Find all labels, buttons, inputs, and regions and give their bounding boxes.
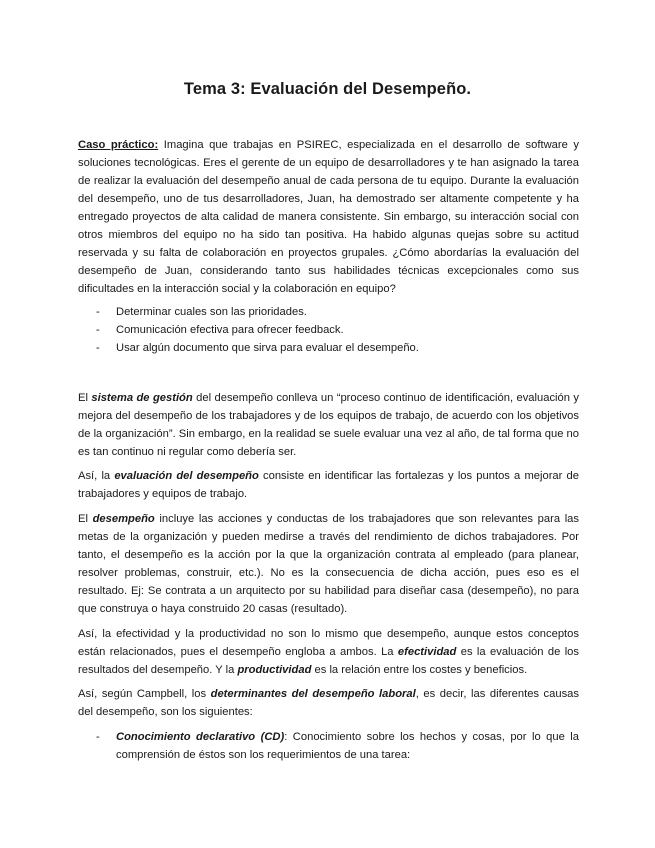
emphasis-term: sistema de gestión — [91, 392, 193, 404]
list-item-text: Usar algún documento que sirva para evaluar el desempeño. — [116, 342, 419, 354]
text-run: Así, la efectividad y la productividad no son lo mismo que desempeño, aunque estos conceptos están relacionados, pues el desempeño engloba a ambos. La — [78, 628, 579, 658]
emphasis-term: Conocimiento declarativo (CD) — [116, 731, 285, 743]
case-study-paragraph — [78, 136, 579, 298]
text-run: El — [78, 513, 93, 525]
case-study-label: Caso práctico: — [78, 139, 159, 151]
list-item — [78, 728, 579, 764]
paragraph-evaluacion — [78, 467, 579, 503]
text-run: del desempeño conlleva un “proceso continuo de identificación, evaluación y mejora del desempeño de los trabajadores y de los equipos de trabajo, de acuerdo con los objetivos de la organización”. Sin embargo, en la realidad se suele evaluar una vez al año, de tal forma que no es tan continuo ni regular como debería ser. — [78, 392, 579, 458]
paragraph-sistema-gestion — [78, 389, 579, 461]
dash-bullet: - — [96, 342, 100, 354]
priorities-list — [78, 303, 579, 357]
list-item-text: : Conocimiento sobre los hechos y cosas, por lo que la comprensión de éstos son los requerimientos de una tarea: — [116, 731, 579, 761]
paragraph-efectividad — [78, 625, 579, 679]
text-run: Así, según Campbell, los — [78, 688, 211, 700]
dash-bullet: - — [96, 324, 100, 336]
dash-bullet: - — [96, 306, 100, 318]
paragraph-campbell — [78, 685, 579, 721]
emphasis-term: desempeño — [92, 513, 155, 525]
list-item-text: Comunicación efectiva para ofrecer feedback. — [116, 324, 344, 336]
emphasis-term: efectividad — [397, 646, 457, 658]
text-run: , es decir, las diferentes causas del desempeño, son los siguientes: — [78, 688, 579, 718]
text-run: incluye las acciones y conductas de los trabajadores que son relevantes para las metas de la organización y pueden medirse a través del rendimiento de dichos trabajadores. Por tanto, el desempeño es la acción por la que la organización contrata al empleado (para planear, resolver problemas, construir, etc.). No es la consecuencia de dicha acción, pues eso es el resultado. Ej: Se contrata a un arquitecto por su habilidad para diseñar casa (desempeño), no para que construya o haya construido 20 casas (resultado). — [78, 513, 579, 615]
text-run: El — [78, 392, 92, 404]
text-run: Así, la — [78, 470, 115, 482]
determinants-list — [78, 728, 579, 764]
text-run: es la relación entre los costes y beneficios. — [311, 664, 528, 676]
case-study-text: Imagina que trabajas en PSIREC, especializada en el desarrollo de software y soluciones tecnológicas. Eres el gerente de un equipo de desarrolladores y te han asignado la tarea de realizar la evaluación del desempeño anual de cada persona de tu equipo. Durante la evaluación del desempeño, uno de tus desarrolladores, Juan, ha demostrado ser altamente competente y ha entregado proyectos de alta calidad de manera consistente. Sin embargo, su interacción social con otros miembros del equipo no ha sido tan positiva. Ha habido algunas quejas sobre su actitud reservada y su falta de colaboración en proyectos grupales. ¿Cómo abordarías la evaluación del desempeño de Juan, considerando tanto sus habilidades técnicas excepcionales como sus dificultades en la interacción social y la colaboración en equipo? — [78, 139, 579, 295]
dash-bullet: - — [96, 731, 100, 743]
page-title: Tema 3: Evaluación del Desempeño. — [183, 80, 472, 98]
list-item — [78, 321, 579, 339]
paragraph-desempeno — [78, 510, 579, 618]
emphasis-term: determinantes del desempeño laboral — [210, 688, 416, 700]
list-item — [78, 303, 579, 321]
list-item — [78, 339, 579, 357]
text-run: consiste en identificar las fortalezas y los puntos a mejorar de trabajadores y equipos de trabajo. — [78, 470, 579, 500]
emphasis-term: productividad — [237, 664, 312, 676]
text-run: es la evaluación de los resultados del desempeño. Y la — [78, 646, 579, 676]
emphasis-term: evaluación del desempeño — [114, 470, 259, 482]
list-item-text: Determinar cuales son las prioridades. — [116, 306, 307, 318]
